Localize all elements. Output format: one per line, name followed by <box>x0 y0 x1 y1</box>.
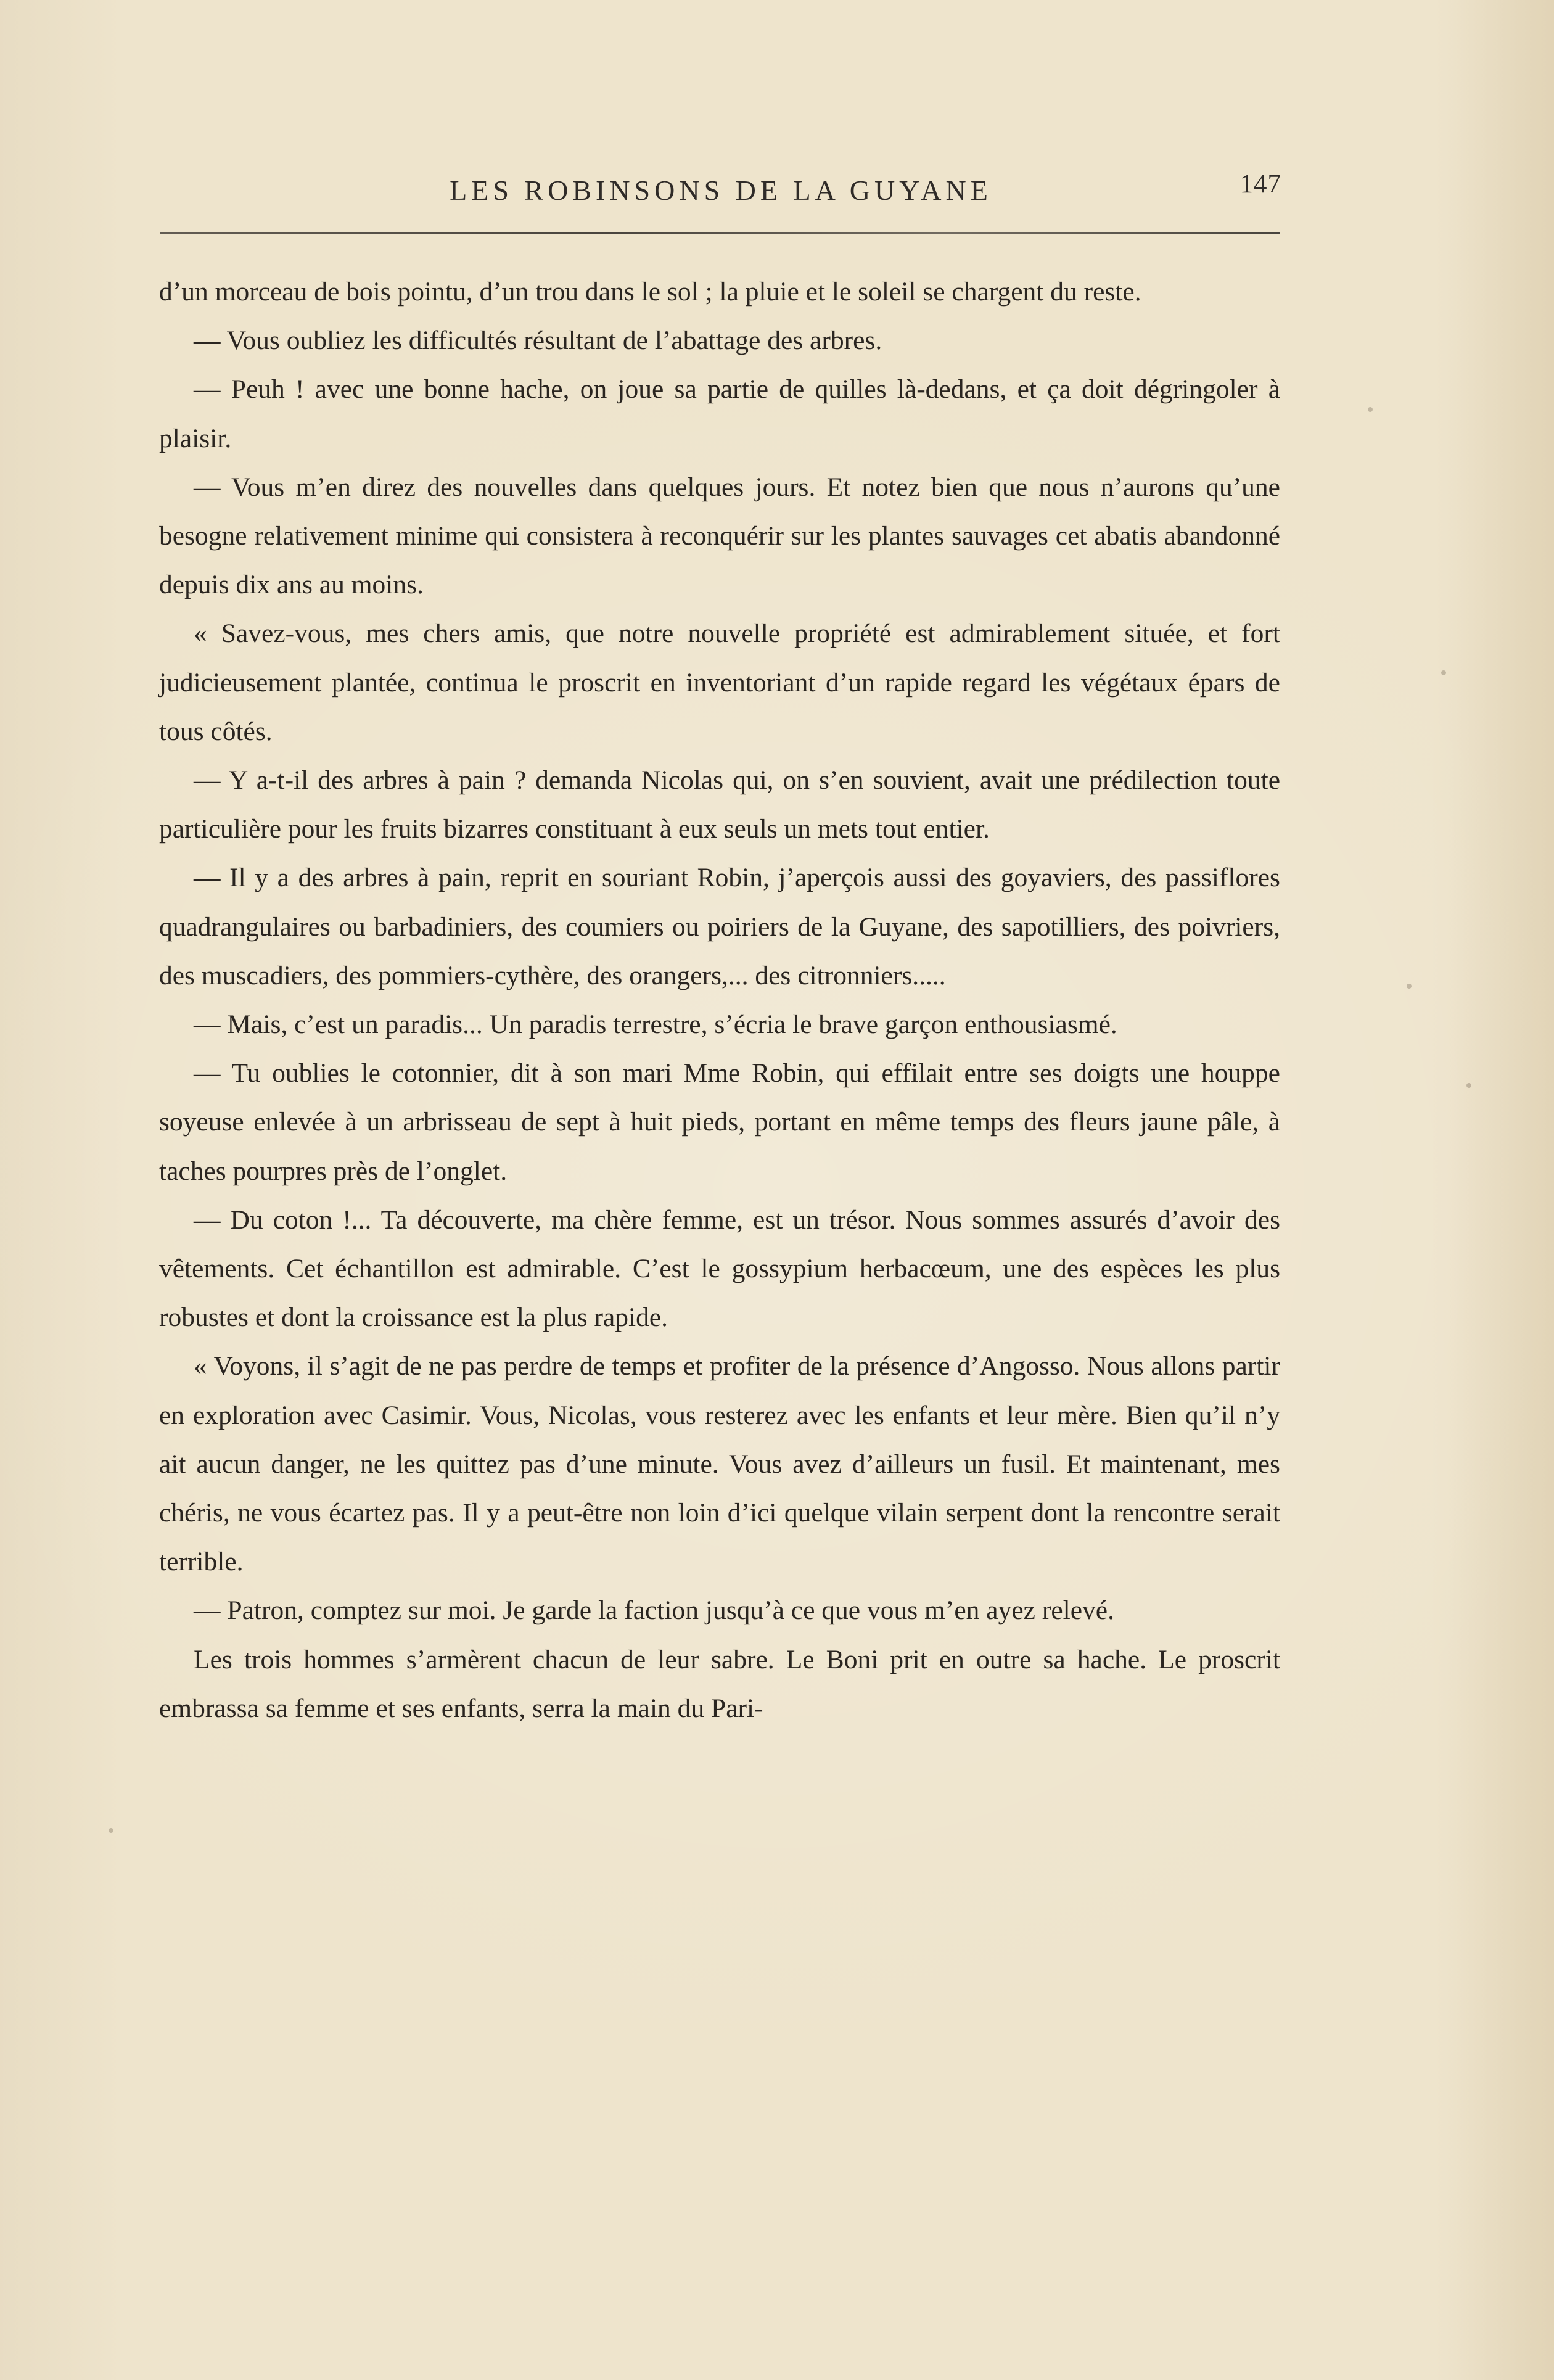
header-rule <box>160 232 1280 234</box>
page-edge-shading <box>1449 0 1554 2380</box>
paragraph: — Patron, comptez sur moi. Je garde la faction jusqu’à ce que vous m’en ayez relevé. <box>194 1596 1114 1626</box>
paper-spot <box>1368 407 1373 412</box>
paragraph: — Vous m’en direz des nouvelles dans quelques jours. Et notez bien que nous n’aurons qu’une besogne relativement minime qui consistera à reconquérir sur les plantes sauvages cet abatis abandonné depuis dix ans au moins. <box>159 472 1280 600</box>
paper-spot <box>1466 1083 1471 1088</box>
paper-spot <box>109 1828 113 1833</box>
paragraph: Les trois hommes s’armèrent chacun de leur sabre. Le Boni prit en outre sa hache. Le proscrit embrassa sa femme et ses enfants, serra la main du Pari- <box>159 1644 1280 1723</box>
paragraph: d’un morceau de bois pointu, d’un trou dans le sol ; la pluie et le soleil se chargent du reste. <box>159 277 1141 307</box>
body-text <box>159 268 1280 1733</box>
paragraph: « Savez-vous, mes chers amis, que notre nouvelle propriété est admirablement située, et fort judicieusement plantée, continua le proscrit en inventoriant d’un rapide regard les végétaux épars de tous côtés. <box>159 619 1280 746</box>
paragraph: « Voyons, il s’agit de ne pas perdre de temps et profiter de la présence d’Angosso. Nous allons partir en exploration avec Casimir. Vous, Nicolas, vous resterez avec les enfants et leur mère. Bien qu’il n’y ait aucun danger, ne les quittez pas d’une minute. Vous avez d’ailleurs un fusil. Et maintenant, mes chéris, ne vous écartez pas. Il y a peut-être non loin d’ici quelque vilain serpent dont la rencontre serait terrible. <box>159 1351 1280 1577</box>
page-number: 147 <box>1240 170 1281 199</box>
paragraph: — Y a-t-il des arbres à pain ? demanda Nicolas qui, on s’en souvient, avait une prédilection toute particulière pour les fruits bizarres constituant à eux seuls un mets tout entier. <box>159 765 1280 844</box>
paragraph: — Vous oubliez les difficultés résultant de l’abattage des arbres. <box>194 326 882 356</box>
running-title: LES ROBINSONS DE LA GUYANE <box>450 174 992 206</box>
paragraph: — Tu oublies le cotonnier, dit à son mari Mme Robin, qui effilait entre ses doigts une houppe soyeuse enlevée à un arbrisseau de sept à huit pieds, portant en même temps des fleurs jaune pâle, à taches pourpres près de l’onglet. <box>159 1058 1280 1186</box>
paragraph: — Peuh ! avec une bonne hache, on joue sa partie de quilles là-dedans, et ça doit dégringoler à plaisir. <box>159 374 1280 453</box>
running-head <box>160 165 1281 215</box>
paragraph: — Mais, c’est un paradis... Un paradis terrestre, s’écria le brave garçon enthousiasmé. <box>194 1010 1117 1040</box>
paper-spot <box>1407 984 1412 989</box>
paragraph: — Il y a des arbres à pain, reprit en souriant Robin, j’aperçois aussi des goyaviers, des passiflores quadrangulaires ou barbadiniers, des coumiers ou poiriers de la Guyane, des sapotilliers, des poivriers, des muscadiers, des pommiers-cythère, des orangers,... des citronniers..... <box>159 863 1280 990</box>
paragraph: — Du coton !... Ta découverte, ma chère femme, est un trésor. Nous sommes assurés d’avoir des vêtements. Cet échantillon est admirable. C’est le gossypium herbacœum, une des espèces les plus robustes et dont la croissance est la plus rapide. <box>159 1204 1280 1333</box>
paper-spot <box>1441 670 1446 675</box>
